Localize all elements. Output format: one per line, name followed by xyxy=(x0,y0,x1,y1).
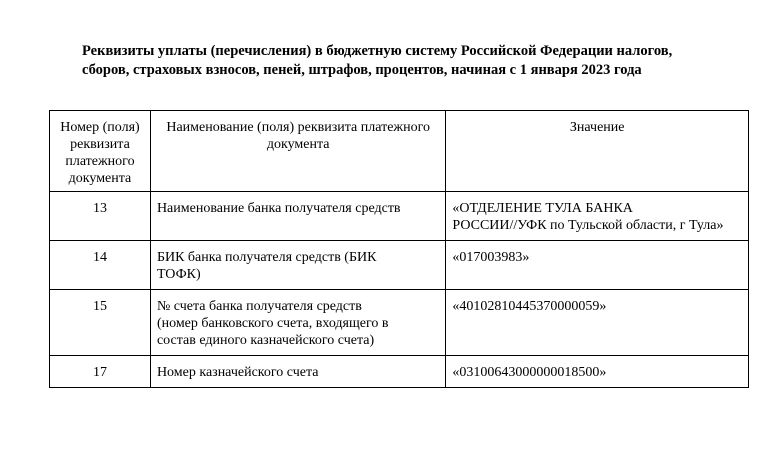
row-name-cell xyxy=(150,192,445,241)
row-value-line: «017003983» xyxy=(452,250,530,265)
header-number-line: платежного xyxy=(65,154,135,169)
header-number-line: Номер (поля) xyxy=(60,120,140,135)
table-row xyxy=(50,241,749,290)
row-name-line: Наименование банка получателя средств xyxy=(156,201,401,216)
row-value-line: «40102810445370000059» xyxy=(452,299,607,314)
row-name-line: № счета банка получателя средств xyxy=(156,299,362,314)
row-number-cell: 17 xyxy=(50,356,151,388)
row-name-line: Номер казначейского счета xyxy=(156,365,319,380)
row-name-line: (номер банковского счета, входящего в xyxy=(156,316,389,331)
row-name-line: БИК банка получателя средств (БИК xyxy=(156,250,377,265)
header-number-line: реквизита xyxy=(70,137,130,152)
row-value-line: «ОТДЕЛЕНИЕ ТУЛА БАНКА xyxy=(452,201,633,216)
row-value-cell xyxy=(446,290,749,356)
document-title-line-1: Реквизиты уплаты (перечисления) в бюджетную систему Российской Федерации налогов, xyxy=(82,43,673,59)
document-title-line-2: сборов, страховых взносов, пеней, штрафов, процентов, начиная с 1 января 2023 года xyxy=(82,62,642,78)
table-row xyxy=(50,192,749,241)
row-value-cell xyxy=(446,356,749,388)
row-number-cell: 15 xyxy=(50,290,151,356)
row-name-line: ТОФК) xyxy=(156,267,201,282)
header-name-line: Наименование (поля) реквизита платежного xyxy=(166,120,430,135)
row-name-line: состав единого казначейского счета) xyxy=(156,333,375,348)
payment-details-table xyxy=(49,110,749,388)
row-value-line: «03100643000000018500» xyxy=(452,365,607,380)
row-name-cell xyxy=(150,290,445,356)
table-row xyxy=(50,290,749,356)
row-name-cell xyxy=(150,356,445,388)
row-value-cell xyxy=(446,241,749,290)
header-value-cell xyxy=(446,111,749,192)
row-number-cell: 13 xyxy=(50,192,151,241)
document-title xyxy=(82,42,722,80)
row-value-cell xyxy=(446,192,749,241)
row-name-cell xyxy=(150,241,445,290)
header-value-line: Значение xyxy=(569,120,625,135)
header-number-cell xyxy=(50,111,151,192)
table-header-row xyxy=(50,111,749,192)
table-row xyxy=(50,356,749,388)
header-number-line: документа xyxy=(68,171,132,186)
row-value-line: РОССИИ//УФК по Тульской области, г Тула» xyxy=(452,218,724,233)
header-name-line: документа xyxy=(266,137,330,152)
header-name-cell xyxy=(150,111,445,192)
row-number-cell: 14 xyxy=(50,241,151,290)
